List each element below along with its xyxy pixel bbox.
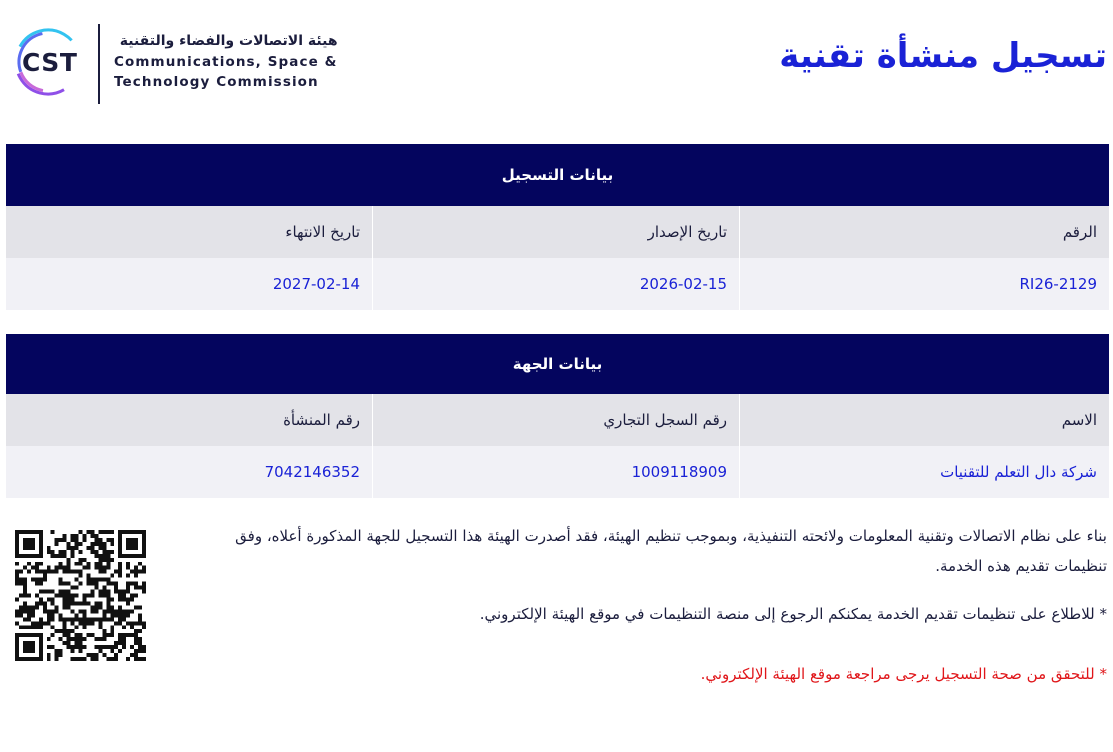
entity-heading: بيانات الجهة xyxy=(6,334,1109,394)
cr-number-text: 1009118909 xyxy=(631,463,727,481)
cst-logo xyxy=(12,26,338,104)
org-name-arabic: هيئة الاتصالات والفضاء والتقنية xyxy=(119,33,338,49)
registration-section xyxy=(6,144,1109,310)
regulations-note: * للاطلاع على تنظيمات تقديم الخدمة يمكنكم الرجوع إلى منصة التنظيمات في موقع الهيئة الإلكتروني. xyxy=(479,605,1107,623)
qr-code-icon xyxy=(15,530,146,661)
registration-heading: بيانات التسجيل xyxy=(6,144,1109,206)
registration-label-row xyxy=(6,206,1109,258)
org-name-english-line2: Technology Commission xyxy=(114,74,319,90)
registration-number-text: RI26-2129 xyxy=(1019,275,1097,293)
registration-number-value xyxy=(740,258,1109,310)
page-title: تسجيل منشأة تقنية xyxy=(779,36,1107,76)
cst-logo-icon xyxy=(12,26,86,98)
establishment-number-text: 7042146352 xyxy=(264,463,360,481)
logo-divider xyxy=(98,24,100,104)
issue-date-value xyxy=(373,258,740,310)
org-names xyxy=(114,26,338,92)
issue-date-text: 2026-02-15 xyxy=(639,275,727,293)
expiry-date-label: تاريخ الانتهاء xyxy=(6,206,373,258)
registration-value-row xyxy=(6,258,1109,310)
establishment-number-label: رقم المنشأة xyxy=(6,394,373,446)
notes-block xyxy=(207,521,1107,689)
expiry-date-text: 2027-02-14 xyxy=(272,275,360,293)
entity-label-row xyxy=(6,394,1109,446)
cr-number-label: رقم السجل التجاري xyxy=(373,394,740,446)
issuance-statement: بناء على نظام الاتصالات وتقنية المعلومات ولائحته التنفيذية، وبموجب تنظيم الهيئة، فقد أصدرت الهيئة هذا التسجيل للجهة المذكورة أعلاه، وفق تنظيمات تقديم هذه الخدمة. xyxy=(235,527,1107,575)
issue-date-label: تاريخ الإصدار xyxy=(373,206,740,258)
establishment-number-value xyxy=(6,446,373,498)
entity-value-row xyxy=(6,446,1109,498)
org-name-english-line1: Communications, Space & xyxy=(114,54,338,70)
entity-name-value: شركة دال التعلم للتقنيات xyxy=(940,463,1097,481)
entity-name-label: الاسم xyxy=(1061,411,1097,429)
cr-number-value xyxy=(373,446,740,498)
expiry-date-value xyxy=(6,258,373,310)
verification-note: * للتحقق من صحة التسجيل يرجى مراجعة موقع الهيئة الإلكتروني. xyxy=(700,665,1107,683)
registration-number-label: الرقم xyxy=(1062,223,1097,241)
logo-text: CST xyxy=(22,48,78,77)
entity-section xyxy=(6,334,1109,498)
